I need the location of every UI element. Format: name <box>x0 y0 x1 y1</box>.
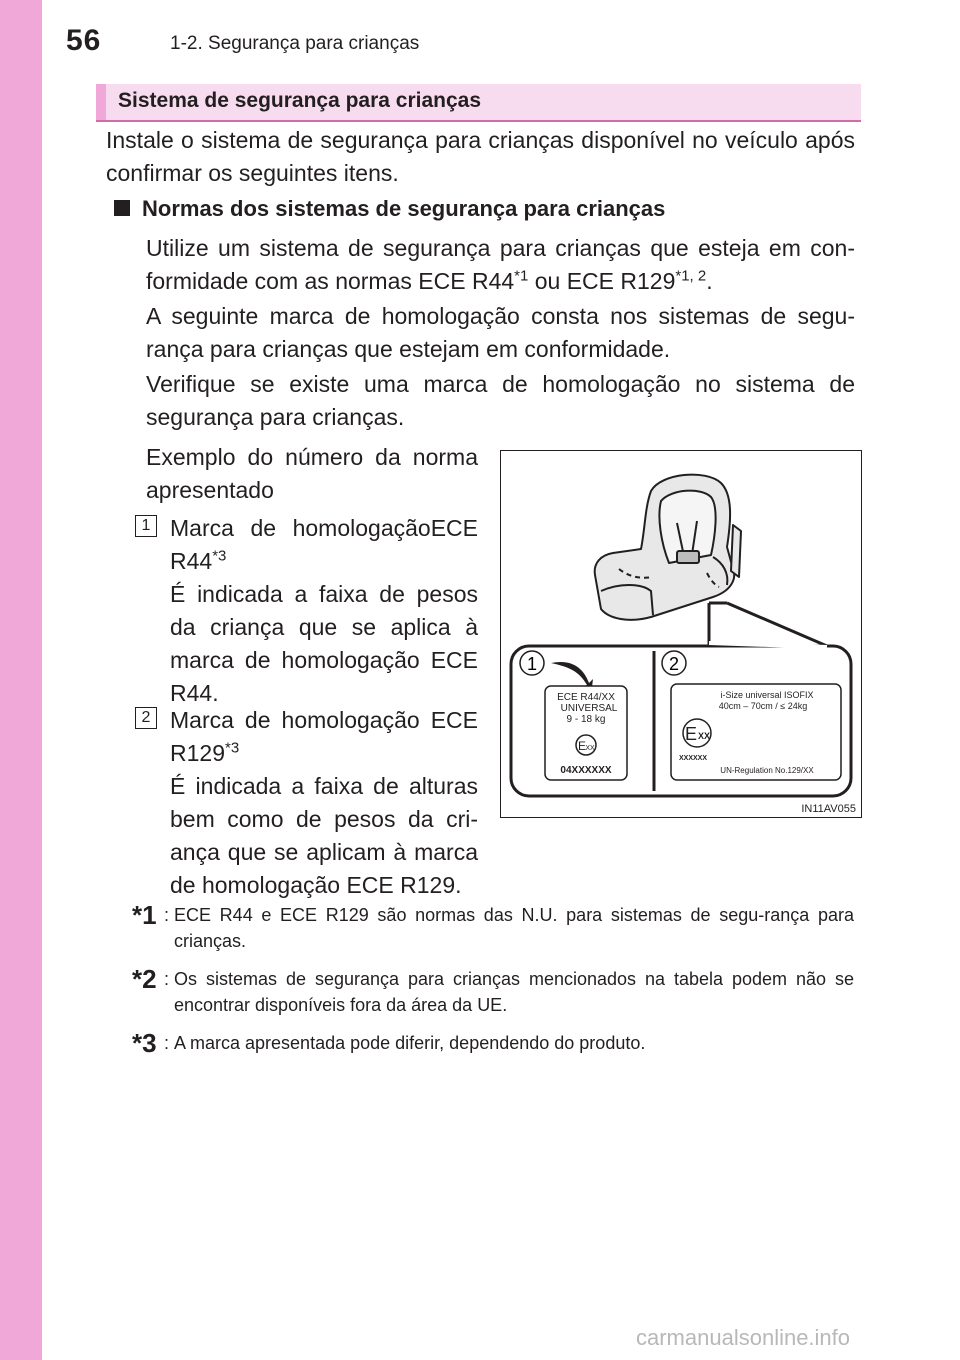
footnote-mark: *3 <box>132 1028 157 1058</box>
label-2-e-country: XX <box>697 731 711 741</box>
item-number-1: 1 <box>135 515 157 537</box>
item-label: Marca de homologaçãoECE R44 <box>170 515 478 574</box>
label-1-e-mark: E <box>577 739 587 753</box>
footnote-mark: *1 <box>132 900 157 930</box>
label-1-e-country: XX <box>585 745 595 752</box>
section-heading <box>96 84 861 120</box>
footnote-ref: *3 <box>224 739 240 757</box>
label-2-regulation: UN-Regulation No.129/XX <box>720 766 814 775</box>
label-1-weight: 9 - 18 kg <box>566 714 606 725</box>
footnote-mark: *2 <box>132 964 157 994</box>
footnote-ref: *1, 2 <box>675 267 707 285</box>
callout-1: 1 <box>526 654 538 674</box>
figure-illustration <box>501 451 861 817</box>
page-number: 56 <box>66 24 102 57</box>
subsection-heading <box>114 196 665 222</box>
label-2-e-mark: E <box>684 724 698 744</box>
footnote-text: A marca apresentada pode diferir, dependendo do produto. <box>174 1033 646 1053</box>
item-label: Marca de homologação ECE R129 <box>170 707 478 766</box>
label-2-type: i-Size universal ISOFIX <box>720 690 814 700</box>
section-divider <box>96 120 861 122</box>
paragraph-standards <box>146 232 855 298</box>
footnote-ref: *3 <box>212 547 227 565</box>
list-item <box>170 512 478 710</box>
paragraph-text: . <box>706 268 713 294</box>
label-1-code: 04XXXXXX <box>560 765 612 776</box>
label-1-standard: ECE R44/XX <box>557 692 615 703</box>
footnote: *3 : A marca apresentada pode diferir, dependendo do produto. <box>132 1030 854 1056</box>
footnote: *2 : Os sistemas de segurança para crianças mencionados na tabela podem não se encontrar disponíveis fora da área da UE. <box>132 966 854 1018</box>
square-bullet-icon <box>114 200 130 216</box>
label-2-code: XXXXXX <box>678 755 708 762</box>
ece-r44-label <box>545 686 627 780</box>
label-1-class: UNIVERSAL <box>560 703 618 714</box>
item-description: É indicada a faixa de pesos da criança que se aplica à marca de homologação ECE R44. <box>170 581 478 706</box>
paragraph-example: Exemplo do número da norma apresentado <box>146 444 478 503</box>
subsection-title: Normas dos sistemas de segurança para crianças <box>142 196 666 221</box>
item-description: É indicada a faixa de alturas bem como de pesos da cri-ança que se aplicam à marca de homologação ECE R129. <box>170 773 478 898</box>
intro-paragraph: Instale o sistema de segurança para crianças disponível no veículo após confirmar os seguintes itens. <box>106 127 855 186</box>
list-item <box>170 704 478 902</box>
footnote-text: ECE R44 e ECE R129 são normas das N.U. para sistemas de segu-rança para crianças. <box>174 905 854 951</box>
paragraph-mark: A seguinte marca de homologação consta nos sistemas de segu-rança para crianças que estejam em conformidade. <box>146 303 855 362</box>
callout-2: 2 <box>668 654 680 674</box>
paragraph-text: ou ECE R129 <box>528 268 676 294</box>
approval-mark-figure <box>500 450 862 818</box>
watermark: carmanualsonline.info <box>636 1325 851 1350</box>
footnote: *1 : ECE R44 e ECE R129 são normas das N.U. para sistemas de segu-rança para crianças. <box>132 902 854 954</box>
paragraph-verify: Verifique se existe uma marca de homologação no sistema de segurança para crianças. <box>146 371 855 430</box>
section-title: Sistema de segurança para crianças <box>118 89 482 112</box>
paragraph-text: Utilize um sistema de segurança para crianças que esteja em con-formidade com as normas ECE R44 <box>146 235 855 294</box>
ece-r129-label <box>671 684 841 780</box>
item-number-2: 2 <box>135 707 157 729</box>
label-2-range: 40cm – 70cm / ≤ 24kg <box>718 701 808 711</box>
figure-id: IN11AV055 <box>801 803 856 815</box>
side-tab <box>0 0 42 1360</box>
child-seat-illustration <box>595 475 741 620</box>
running-header: 1-2. Segurança para crianças <box>170 33 420 54</box>
footnote-ref: *1 <box>514 267 529 285</box>
footnote-text: Os sistemas de segurança para crianças mencionados na tabela podem não se encontrar disponíveis fora da área da UE. <box>174 969 854 1015</box>
